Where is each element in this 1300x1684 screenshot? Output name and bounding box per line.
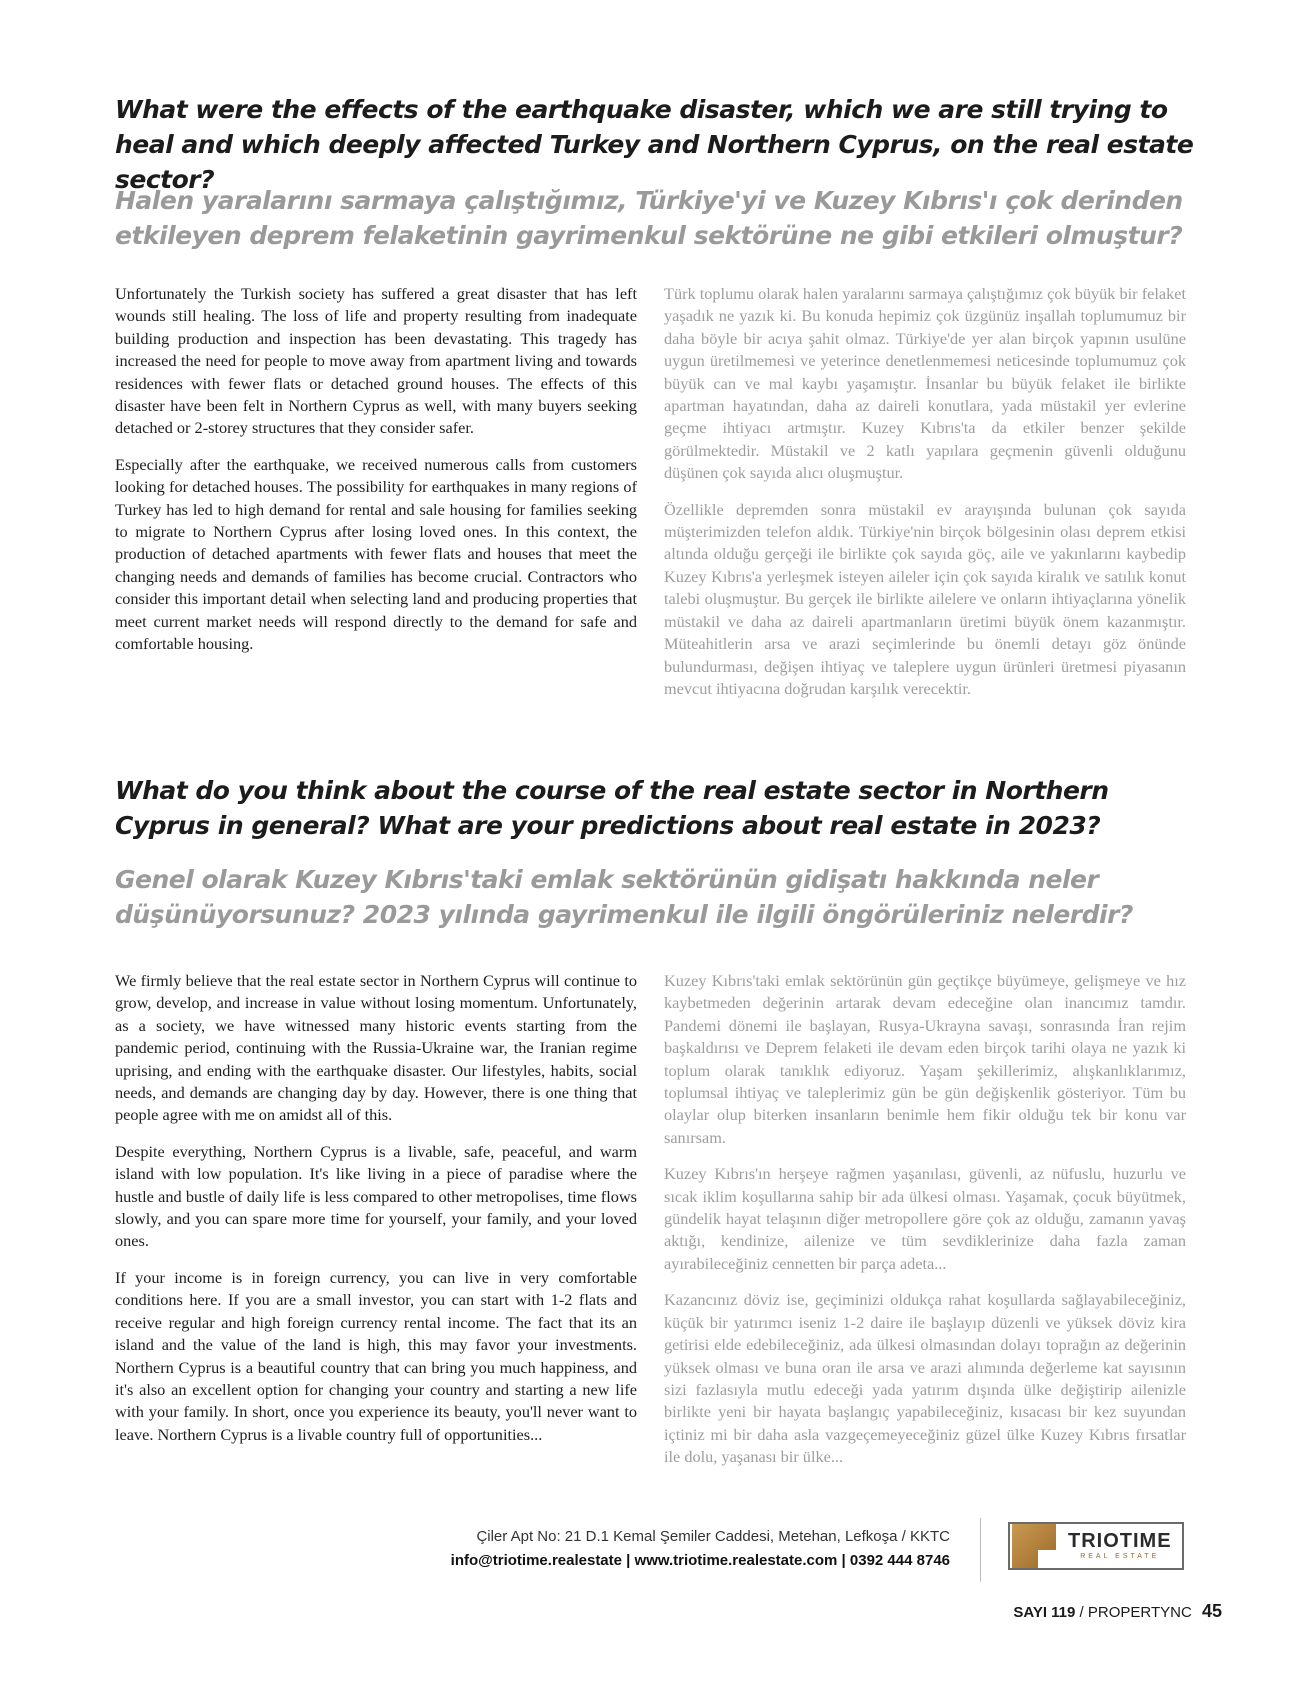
logo-name: TRIOTIME bbox=[1068, 1530, 1172, 1552]
section2-en-paragraph: If your income is in foreign currency, you can live in very comfortable conditions here. If you are a small investor, you can start with 1-2 flats and receive regular and high foreign currency rental income. The fact that its an island and the value of the land is high, this may favor your investments. Northern Cyprus is a beautiful country that can bring you much happiness, and it's also an excellent option for changing your country and starting a new life with your family. In short, once you experience its beauty, you'll never want to leave. Northern Cyprus is a livable country full of opportunities... bbox=[115, 1267, 637, 1444]
section1-turkish-column bbox=[664, 283, 1186, 714]
issue-number: SAYI 119 bbox=[1013, 1604, 1076, 1621]
section1-tr-paragraph: Özellikle depremden sonra müstakil ev arayışında bulunan çok sayıda müşterimizden telefon aldık. Türkiye'nin birçok bölgesinin olası deprem etkisi altında olduğu gerçeği ile birlikte çok sayıda göç, aile ve yakınlarını kaybedip Kuzey Kıbrıs'a yerleşmek isteyen aileler için çok sayıda kiralık ve satılık konut talebi oluşmuştur. Bu gerçek ile birlikte ailelere ve onların ihtiyaçlarına yönelik müstakil ve daha az daireli apartmanların üretimi büyük önem kazanmıştır. Müteahitlerin arsa ve arazi seçimlerinde bu önemli detayı göz önünde bulundurması, değişen ihtiyaç ve taleplere uygun ürünleri üretmesi piyasanın mevcut ihtiyacına doğrudan karşılık verecektir. bbox=[664, 499, 1186, 698]
section1-question-tr: Halen yaralarını sarmaya çalıştığımız, Türkiye'yi ve Kuzey Kıbrıs'ı çok derinden etkileyen deprem felaketinin gayrimenkul sektörüne ne gibi etkileri olmuştur? bbox=[115, 186, 1183, 250]
section2-en-paragraph: Despite everything, Northern Cyprus is a livable, safe, peaceful, and warm island with low population. It's like living in a piece of paradise where the hustle and bustle of daily life is less compared to other metropolises, time flows slowly, and you can spare more time for yourself, your family, and your loved ones. bbox=[115, 1141, 637, 1251]
footer-separator: / bbox=[1079, 1604, 1084, 1621]
footer-address: Çiler Apt No: 21 D.1 Kemal Şemiler Caddesi, Metehan, Lefkoşa / KKTC bbox=[476, 1528, 950, 1545]
section2-en-paragraph: We firmly believe that the real estate sector in Northern Cyprus will continue to grow, develop, and increase in value without losing momentum. Unfortunately, as a society, we have witnessed many historic events starting from the pandemic period, continuing with the Russia-Ukraine war, the Iranian regime uprising, and ending with the earthquake disaster. Our lifestyles, habits, social needs, and demands are changing day by day. However, there is one thing that people agree with me on amidst all of this. bbox=[115, 971, 637, 1125]
triotime-logo bbox=[1008, 1522, 1184, 1570]
section1-en-paragraph: Especially after the earthquake, we received numerous calls from customers looking for detached houses. The possibility for earthquakes in many regions of Turkey has led to high demand for rental and sale housing for families seeking to migrate to Northern Cyprus after losing loved ones. In this context, the production of detached apartments with fewer flats and houses that meet the changing needs and demands of families has become crucial. Contractors who consider this important detail when selecting land and producing properties that meet current market needs will respond directly to the demand for safe and comfortable housing. bbox=[115, 454, 637, 654]
section2-english-column bbox=[115, 970, 637, 1460]
logo-subtitle: REAL ESTATE bbox=[1080, 1553, 1160, 1560]
magazine-name: PROPERTYNC bbox=[1087, 1604, 1192, 1621]
page-footer bbox=[1013, 1601, 1222, 1622]
footer-divider bbox=[980, 1518, 981, 1582]
section1-en-paragraph: Unfortunately the Turkish society has suffered a great disaster that has left wounds still healing. The loss of life and property resulting from inadequate building production and inspection has been devastating. This tragedy has increased the need for people to move away from apartment living and towards residences with fewer flats or detached ground houses. The effects of this disaster have been felt in Northern Cyprus as well, with many buyers seeking detached or 2-storey structures that they consider safer. bbox=[115, 284, 637, 438]
section1-english-column bbox=[115, 283, 637, 670]
section2-question-tr: Genel olarak Kuzey Kıbrıs'taki emlak sektörünün gidişatı hakkında neler düşünüyorsunuz? 2023 yılında gayrimenkul ile ilgili öngörüleriniz nelerdir? bbox=[115, 865, 1133, 929]
footer-contact[interactable]: info@triotime.realestate | www.triotime.realestate.com | 0392 444 8746 bbox=[450, 1552, 950, 1569]
logo-text bbox=[1068, 1530, 1172, 1562]
section2-turkish-column bbox=[664, 970, 1186, 1483]
page-number: 45 bbox=[1201, 1601, 1222, 1621]
section2-question-en: What do you think about the course of the real estate sector in Northern Cyprus in general? What are your predictions about real estate in 2023? bbox=[115, 776, 1109, 840]
section1-tr-paragraph: Türk toplumu olarak halen yaralarını sarmaya çalıştığımız çok büyük bir felaket yaşadık ne yazık ki. Bu konuda hepimiz çok üzgünüz inşallah toplumumuz bir daha böyle bir acıya şahit olmaz. Türkiye'de yer alan birçok yapının usulüne uygun üretilmemesi ve yeterince denetlenmemesi neticesinde toplumumuz çok büyük can ve mal kaybı yaşamıştır. İnsanlar bu büyük felaket ile birlikte apartman hayatından, daha az daireli konutlara, yada müstakil yer evlerine geçme ihtiyacı artmıştır. Kuzey Kıbrıs'ta da etkiler benzer şekilde görülmektedir. Müstakil ve 2 katlı yapılara geçmenin güvenli olduğunu düşünen çok sayıda alıcı oluşmuştur. bbox=[664, 284, 1186, 483]
section2-tr-paragraph: Kuzey Kıbrıs'taki emlak sektörünün gün geçtikçe büyümeye, gelişmeye ve hız kaybetmeden değerinin artarak devam edeceğine olan inancımız tamdır. Pandemi dönemi ile başlayan, Rusya-Ukrayna savaşı, sonrasında İran rejim başkaldırısı ve Deprem felaketi ile devam eden birçok tarihi olaya ne yazık ki toplum olarak tanıklık ediyoruz. Yaşam şekillerimiz, alışkanlıklarımız, toplumsal ihtiyaç ve taleplerimiz gün be gün değişkenlik gösteriyor. Tüm bu olaylar olup biterken insanların benimle hem fikir olduğu tek bir konu var sanırsam. bbox=[664, 971, 1186, 1147]
logo-mark-icon bbox=[1012, 1524, 1056, 1568]
section1-question-en: What were the effects of the earthquake disaster, which we are still trying to heal and which deeply affected Turkey and Northern Cyprus, on the real estate sector? bbox=[115, 95, 1194, 194]
section2-tr-paragraph: Kuzey Kıbrıs'ın herşeye rağmen yaşanılası, güvenli, az nüfuslu, huzurlu ve sıcak iklim koşullarına sahip bir ada ülkesi olması. Yaşamak, çocuk büyütmek, gündelik hayat telaşının diğer metropollere göre çok az olduğu, zamanın yavaş aktığı, kendinize, ailenize ve tüm sevdiklerinize daha fazla zaman ayırabileceğiniz cennetten bir parça adeta... bbox=[664, 1164, 1186, 1273]
section2-tr-paragraph: Kazancınız döviz ise, geçiminizi oldukça rahat koşullarda sağlayabileceğiniz, küçük bir yatırımcı iseniz 1-2 daire ile başlayıp düzenli ve yüksek döviz kira getirisi elde edebileceğiniz, ada ülkesi olmasından dolayı toprağın az değerinin yüksek olması ve buna oran ile arsa ve arazi alımında değerleme kat sayısının sizi fazlasıyla mutlu edeceği yada yatırım dışında ülke değiştirip ailenizle birlikte yeni bir hayata başlangıç yapabileceğiniz, kısacası bir kez suyundan içtiniz mi bir daha asla vazgeçemeyeceğiniz güzel ülke Kuzey Kıbrıs fırsatlar ile dolu, yaşanası bir ülke... bbox=[664, 1290, 1186, 1467]
